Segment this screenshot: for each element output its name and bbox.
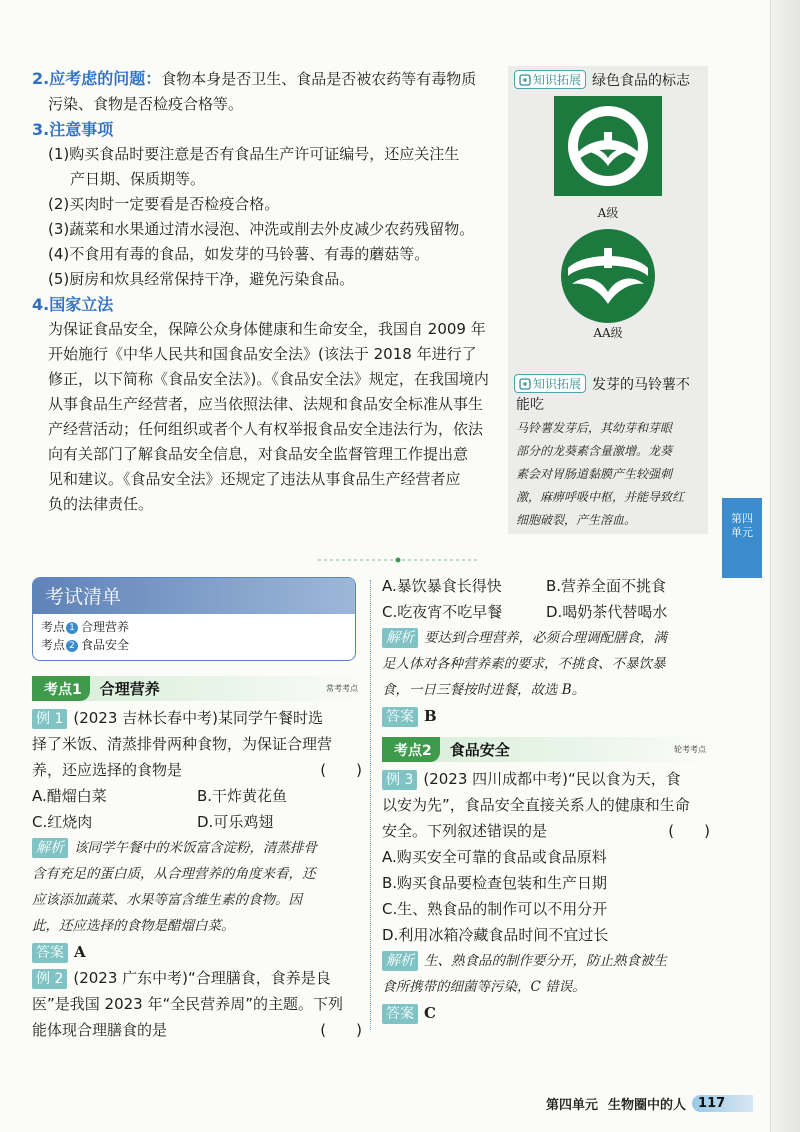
example1-answer: 答案 A [32,939,362,965]
green-food-logo-aa [554,226,662,326]
section2-num: 2. [32,69,50,88]
example1-label: 例 1 [32,709,67,729]
analysis-label: 解析 [382,951,418,971]
exam-list-title: 考试清单 [33,578,355,614]
exam-list-item: 考点 1 合理营养 [41,620,130,634]
unit-tab: 第四 单元 [722,498,762,578]
kaodian2-title: 食品安全 [449,741,510,759]
green-food-logo-aa-icon [554,226,662,326]
footer-unit: 第四单元 [546,1097,599,1113]
answer-label: 答案 [32,943,68,963]
expand-icon [519,74,531,86]
example2-options: A.暴饮暴食长得快 B.营养全面不挑食 [382,577,667,595]
section2-head: 应考虑的问题： [49,69,162,88]
exam-list-item: 考点 2 食品安全 [41,638,130,652]
page-footer [546,1091,753,1115]
example3: 例 3 (2023 四川成都中考)“民以食为天，食 以安为先”，食品安全直接关系人的健康和生命 安全。下列叙述错误的是 ( ) A.购买安全可靠的食品或食品原料 B.购买食品要检查包装和生产日期 C.生、熟食品的制作可以不用分开 D.利用冰箱冷藏食品时间不宜过长 [382,766,710,948]
example3-option: B.购买食品要检查包装和生产日期 [382,874,608,892]
answer-bracket: ( ) [320,761,362,779]
section4-line: 开始施行《中华人民共和国食品安全法》(该法于 2018 年进行了 [48,345,477,363]
section3-head: 3.注意事项 [32,120,114,139]
answer-bracket: ( ) [668,822,710,840]
green-food-logo-a [554,96,662,196]
section3-item-4: (4)不食用有毒的食品，如发芽的马铃薯、有毒的蘑菇等。 [48,245,430,263]
upper-content [32,66,502,517]
example1: 例 1 (2023 吉林长春中考)某同学午餐时选 择了米饭、清蒸排骨两种食物，为保证合理营 养，还应选择的食物是 ( ) A.醋熘白菜 B.干炸黄花鱼 C.红烧肉 D.可乐鸡翅 [32,705,362,835]
example3-answer: 答案 C [382,1000,710,1026]
example1-analysis: 解析 该同学午餐中的米饭富含淀粉，清蒸排骨 含有充足的蛋白质，从合理营养的角度来看，还 应该添加蔬菜、水果等富含维生素的食物。因 此，还应选择的食物是醋熘白菜。 [32,840,317,934]
kaodian2-bar [382,737,710,762]
kaodian2-label: 考点2 [382,737,440,762]
logo-a-caption: A级 [597,206,619,220]
sidebar-box2-body: 马铃薯发芽后，其幼芽和芽眼 部分的龙葵素含量激增。龙葵 素会对胃肠道黏膜产生较强刺 激，麻痹呼吸中枢，并能导致红 细胞破裂，产生溶血。 [516,421,685,527]
section2-line2: 污染、食物是否检疫合格等。 [48,95,244,113]
example3-analysis: 解析 生、熟食品的制作要分开，防止熟食被生 食所携带的细菌等污染，C 错误。 [382,953,667,995]
example3-option: C.生、熟食品的制作可以不用分开 [382,900,608,918]
green-food-logo-a-icon [554,96,662,196]
sidebar-box1-header [508,66,708,92]
knowledge-tag: 知识拓展 [514,374,586,393]
example2-analysis: 解析 要达到合理营养，必须合理调配膳食，满 足人体对各种营养素的要求，不挑食、不暴饮暴 食，一日三餐按时进餐，故选 B。 [382,630,667,698]
footer-chapter: 生物圈中的人 [608,1097,687,1113]
example2-label: 例 2 [32,969,67,989]
number-badge: 1 [66,622,78,634]
kaodian1-label: 考点1 [32,676,90,701]
kaodian1-note: 常考考点 [326,684,358,693]
section3-item-1-line1: (1)购买食品时要注意是否有食品生产许可证编号，还应关注生 [48,145,460,163]
sidebar-box2-header [508,370,696,396]
section3-item-2: (2)买肉时一定要看是否检疫合格。 [48,195,280,213]
right-column [382,573,710,1026]
left-column [32,676,362,1043]
sidebar-box1-title: 绿色食品的标志 [592,73,691,89]
analysis-label: 解析 [382,628,418,648]
example2: 例 2 (2023 广东中考)“合理膳食，食养是良 医”是我国 2023 年“全民营养周”的主题。下列 能体现合理膳食的是 ( ) [32,965,362,1043]
section3-item-3: (3)蔬菜和水果通过清水浸泡、冲洗或削去外皮减少农药残留物。 [48,220,475,238]
example3-option: A.购买安全可靠的食品或食品原料 [382,848,607,866]
section3-item-1-line2: 产日期、保质期等。 [70,170,206,188]
page-edge [770,0,800,1132]
section4-line: 修正，以下简称《食品安全法》)。《食品安全法》规定，在我国境内 [48,370,489,388]
knowledge-sidebar [508,66,708,534]
exam-list-box [32,577,356,661]
expand-icon [519,378,531,390]
analysis-label: 解析 [32,838,68,858]
section4-line: 产经营活动；任何组织或者个人有权举报食品安全违法行为，依法 [48,420,484,438]
section4-line: 向有关部门了解食品安全信息，对食品安全监督管理工作提出意 [48,445,469,463]
section4-line: 见和建议。《食品安全法》还规定了违法从事食品生产经营者应 [48,470,461,488]
knowledge-tag: 知识拓展 [514,70,586,89]
example2-answer: 答案 B [382,703,710,729]
section4-line: 负的法律责任。 [48,495,154,513]
column-divider [370,580,371,1030]
example2-options: C.吃夜宵不吃早餐 D.喝奶茶代替喝水 [382,603,668,621]
example1-options: A.醋熘白菜 B.干炸黄花鱼 [32,787,288,805]
sidebar-box2-title: 发芽的马铃薯不 [592,377,691,393]
kaodian1-bar [32,676,362,701]
number-badge: 2 [66,640,78,652]
section2-line1: 2.应考虑的问题：食物本身是否卫生、食品是否被农药等有毒物质 [32,69,477,88]
example2-cont [382,573,710,625]
section4-head: 4.国家立法 [32,295,114,314]
answer-label: 答案 [382,1004,418,1024]
section4-line: 从事食品生产经营者，应当依照法律、法规和食品安全标准从事生 [48,395,484,413]
example3-label: 例 3 [382,770,417,790]
section-divider [318,557,478,563]
page-number: 117 [692,1095,753,1112]
example3-option: D.利用冰箱冷藏食品时间不宜过长 [382,926,609,944]
logo-aa-caption: AA级 [593,326,623,340]
section4-line: 为保证食品安全，保障公众身体健康和生命安全，我国自 2009 年 [48,320,486,338]
kaodian2-note: 轮考考点 [674,745,706,754]
section3-item-5: (5)厨房和炊具经常保持干净，避免污染食品。 [48,270,355,288]
sidebar-box2-title-cont: 能吃 [516,397,544,413]
answer-label: 答案 [382,707,418,727]
example1-options: C.红烧肉 D.可乐鸡翅 [32,813,274,831]
kaodian1-title: 合理营养 [99,680,160,698]
answer-bracket: ( ) [320,1021,362,1039]
